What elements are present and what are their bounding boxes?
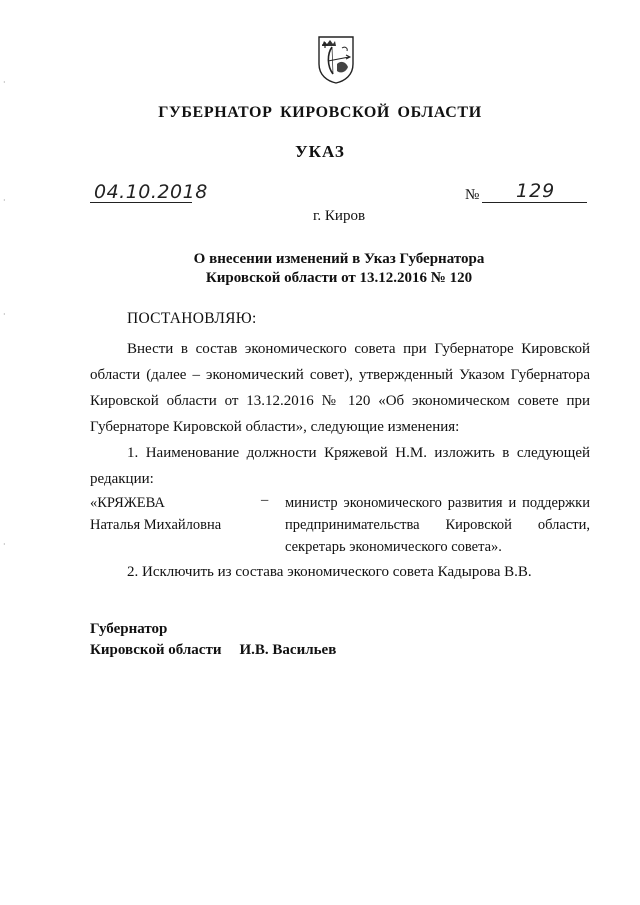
paragraph-1: Внести в состав экономического совета при Губернаторе Кировской области (далее – экономический совет), утвержденный Указом Губернатора Кировской области от 13.12.2016 № 120 «Об экономическом совете при Губернаторе Кировской области», следующие изменения: (90, 341, 590, 435)
member-given-names: Наталья Михайловна (90, 517, 222, 533)
signature-block (90, 619, 336, 661)
scan-speck: · (3, 78, 6, 87)
coat-of-arms-icon (316, 34, 356, 84)
date-handwritten: 04.10.2018 (94, 181, 208, 203)
scan-speck: · (3, 310, 6, 319)
signatory-name: И.В. Васильев (239, 642, 337, 658)
number-handwritten: 129 (516, 180, 556, 202)
member-position: министр экономического развития и поддержки предпринимательства Кировской области, секретарь экономического совета». (285, 495, 590, 555)
document-type: УКАЗ (295, 142, 345, 161)
scan-speck: · (3, 196, 6, 205)
member-name (90, 492, 221, 536)
number-sign: № (465, 187, 480, 203)
member-surname: «КРЯЖЕВА (90, 495, 165, 511)
scan-speck: · (3, 540, 6, 549)
item-1: 1. Наименование должности Кряжевой Н.М. изложить в следующей редакции: (90, 445, 590, 487)
number-underline (482, 202, 587, 203)
title-line-1: О внесении изменений в Указ Губернатора (193, 251, 485, 267)
title-line-2: Кировской области от 13.12.2016 № 120 (205, 270, 473, 286)
decree-word: ПОСТАНОВЛЯЮ: (127, 310, 257, 327)
date-underline (90, 202, 192, 203)
item-2: 2. Исключить из состава экономического совета Кадырова В.В. (127, 564, 532, 580)
document-title (0, 250, 640, 288)
signature-region (90, 640, 336, 661)
signature-region-text: Кировской области (90, 642, 222, 658)
signature-title: Губернатор (90, 621, 168, 637)
issuing-authority: ГУБЕРНАТОР КИРОВСКОЙ ОБЛАСТИ (158, 104, 482, 121)
entry-dash: – (261, 492, 269, 508)
city: г. Киров (312, 208, 366, 224)
